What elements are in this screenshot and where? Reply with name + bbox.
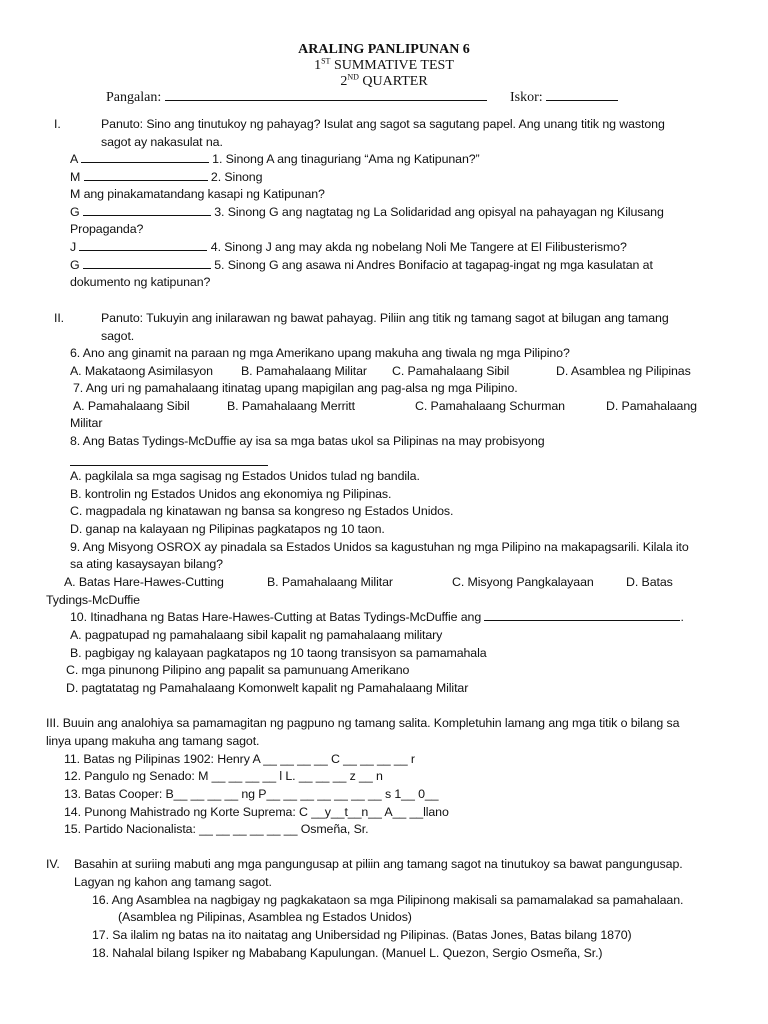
question-13: 13. Batas Cooper: B__ __ __ __ ng P__ __ __ __ __ __ __ s 1__ 0__ <box>64 787 439 801</box>
question-3-cont: Propaganda? <box>70 222 144 236</box>
section-4-instruction: Basahin at suriing mabuti ang mga pangungusap at piliin ang tamang sagot na tinutukoy sa bawat pangungusap. <box>74 857 683 871</box>
q10-answer-line[interactable] <box>484 609 680 621</box>
name-label: Pangalan: <box>106 90 162 105</box>
section-2-instruction: Panuto: Tukuyin ang inilarawan ng bawat pahayag. Piliin ang titik ng tamang sagot at bilugan ang tamang <box>101 311 669 325</box>
section-1-instruction-cont: sagot ay nakasulat na. <box>101 135 223 149</box>
q8-answer-line[interactable] <box>70 453 268 466</box>
q8-choice-c[interactable]: C. magpadala ng kinatawan ng bansa sa kongreso ng Estados Unidos. <box>70 504 454 518</box>
question-7: 7. Ang uri ng pamahalaang itinatag upang mapigilan ang pag-alsa ng mga Pilipino. <box>73 381 518 395</box>
q8-choice-a[interactable]: A. pagkilala sa mga sagisag ng Estados Unidos tulad ng bandila. <box>70 469 420 483</box>
section-2-numeral: II. <box>54 311 65 325</box>
q10-choice-b[interactable]: B. pagbigay ng kalayaan pagkatapos ng 10 taong transisyon sa pamamahala <box>70 646 487 660</box>
q6-choice-b[interactable]: B. Pamahalaang Militar <box>241 364 367 378</box>
question-17: 17. Sa ilalim ng batas na ito naitatag ang Unibersidad ng Pilipinas. (Batas Jones, Batas bilang 1870) <box>92 928 632 942</box>
section-4-numeral: IV. <box>46 857 60 871</box>
test-subtitle: 1ST SUMMATIVE TEST <box>314 56 454 73</box>
question-9-cont: sa ating kasaysayan bilang? <box>70 557 223 571</box>
q8-choice-d[interactable]: D. ganap na kalayaan ng Pilipinas pagkatapos ng 10 taon. <box>70 522 385 536</box>
score-line[interactable] <box>546 89 618 101</box>
q7-choice-a[interactable]: A. Pamahalaang Sibil <box>73 399 190 413</box>
question-6: 6. Ano ang ginamit na paraan ng mga Amerikano upang makuha ang tiwala ng mga Pilipino? <box>70 346 570 360</box>
q7-choice-c[interactable]: C. Pamahalaang Schurman <box>415 399 565 413</box>
question-18: 18. Nahalal bilang Ispiker ng Mababang Kapulungan. (Manuel L. Quezon, Sergio Osmeña, Sr.) <box>92 946 603 960</box>
q7-choice-d[interactable]: D. Pamahalaang <box>606 399 697 413</box>
q7-choice-d-cont: Militar <box>70 416 103 430</box>
question-15: 15. Partido Nacionalista: __ __ __ __ __ __ Osmeña, Sr. <box>64 822 369 836</box>
section-3-instruction-cont: linya upang makuha ang tamang sagot. <box>46 734 260 748</box>
q10-choice-c[interactable]: C. mga pinunong Pilipino ang papalit sa pamunuang Amerikano <box>66 663 410 677</box>
question-16: 16. Ang Asamblea na nagbigay ng pagkakataon sa mga Pilipinong makisali sa pamamalakad sa pamahalaan. <box>92 893 684 907</box>
q9-choice-b[interactable]: B. Pamahalaang Militar <box>267 575 393 589</box>
score-field[interactable] <box>510 89 618 107</box>
quarter-label: 2ND QUARTER <box>340 72 428 89</box>
question-14: 14. Punong Mahistrado ng Korte Suprema: C __y__t__n__ A__ __llano <box>64 805 449 819</box>
section-4-instruction-cont: Lagyan ng kahon ang tamang sagot. <box>74 875 272 889</box>
q10-choice-d[interactable]: D. pagtatatag ng Pamahalaang Komonwelt kapalit ng Pamahalaang Militar <box>66 681 469 695</box>
answer-line-3[interactable] <box>83 204 211 216</box>
name-line[interactable] <box>165 89 487 101</box>
answer-line-5[interactable] <box>83 257 211 269</box>
question-9: 9. Ang Misyong OSROX ay pinadala sa Estados Unidos sa kagustuhan ng mga Pilipino na makapagsarili. Kilala ito <box>70 540 689 554</box>
q6-choice-c[interactable]: C. Pamahalaang Sibil <box>392 364 510 378</box>
question-2: M 2. Sinong <box>70 170 263 184</box>
question-2-cont: M ang pinakamatandang kasapi ng Katipunan? <box>70 187 325 201</box>
q6-choice-d[interactable]: D. Asamblea ng Pilipinas <box>556 364 691 378</box>
section-1-instruction: Panuto: Sino ang tinutukoy ng pahayag? Isulat ang sagot sa sagutang papel. Ang unang titik ng wastong <box>101 117 665 131</box>
score-label: Iskor: <box>510 90 543 105</box>
question-11: 11. Batas ng Pilipinas 1902: Henry A __ __ __ __ C __ __ __ __ r <box>64 752 415 766</box>
question-3: G 3. Sinong G ang nagtatag ng La Solidaridad ang opisyal na pahayagan ng Kilusang <box>70 205 664 219</box>
q6-choice-a[interactable]: A. Makataong Asimilasyon <box>70 364 213 378</box>
answer-line-2[interactable] <box>84 169 208 181</box>
worksheet-title: ARALING PANLIPUNAN 6 <box>298 42 470 57</box>
q9-choice-c[interactable]: C. Misyong Pangkalayaan <box>452 575 594 589</box>
section-1-numeral: I. <box>54 117 61 131</box>
question-10: 10. Itinadhana ng Batas Hare-Hawes-Cutting at Batas Tydings-McDuffie ang . <box>70 610 684 624</box>
q9-choice-a[interactable]: A. Batas Hare-Hawes-Cutting <box>64 575 224 589</box>
answer-line-1[interactable] <box>81 151 209 163</box>
question-8: 8. Ang Batas Tydings-McDuffie ay isa sa mga batas ukol sa Pilipinas na may probisyong <box>70 434 545 448</box>
q9-choice-d[interactable]: D. Batas <box>626 575 673 589</box>
question-5-cont: dokumento ng katipunan? <box>70 275 211 289</box>
question-1: A 1. Sinong A ang tinaguriang “Ama ng Katipunan?” <box>70 152 480 166</box>
name-field[interactable] <box>106 89 487 107</box>
section-3-instruction: III. Buuin ang analohiya sa pamamagitan ng pagpuno ng tamang salita. Kompletuhin lamang ang mga titik o bilang sa <box>46 716 680 730</box>
q7-choice-b[interactable]: B. Pamahalaang Merritt <box>227 399 355 413</box>
section-2-instruction-cont: sagot. <box>101 329 135 343</box>
question-5: G 5. Sinong G ang asawa ni Andres Bonifacio at tagapag-ingat ng mga kasulatan at <box>70 258 653 272</box>
q10-choice-a[interactable]: A. pagpatupad ng pamahalaang sibil kapalit ng pamahalaang military <box>70 628 443 642</box>
q16-options[interactable]: (Asamblea ng Pilipinas, Asamblea ng Estados Unidos) <box>118 910 412 924</box>
question-4: J 4. Sinong J ang may akda ng nobelang Noli Me Tangere at El Filibusterismo? <box>70 240 627 254</box>
q8-choice-b[interactable]: B. kontrolin ng Estados Unidos ang ekonomiya ng Pilipinas. <box>70 487 392 501</box>
answer-line-4[interactable] <box>79 239 207 251</box>
q9-choice-d-cont: Tydings-McDuffie <box>46 593 140 607</box>
question-12: 12. Pangulo ng Senado: M __ __ __ __ l L. __ __ __ z __ n <box>64 769 383 783</box>
